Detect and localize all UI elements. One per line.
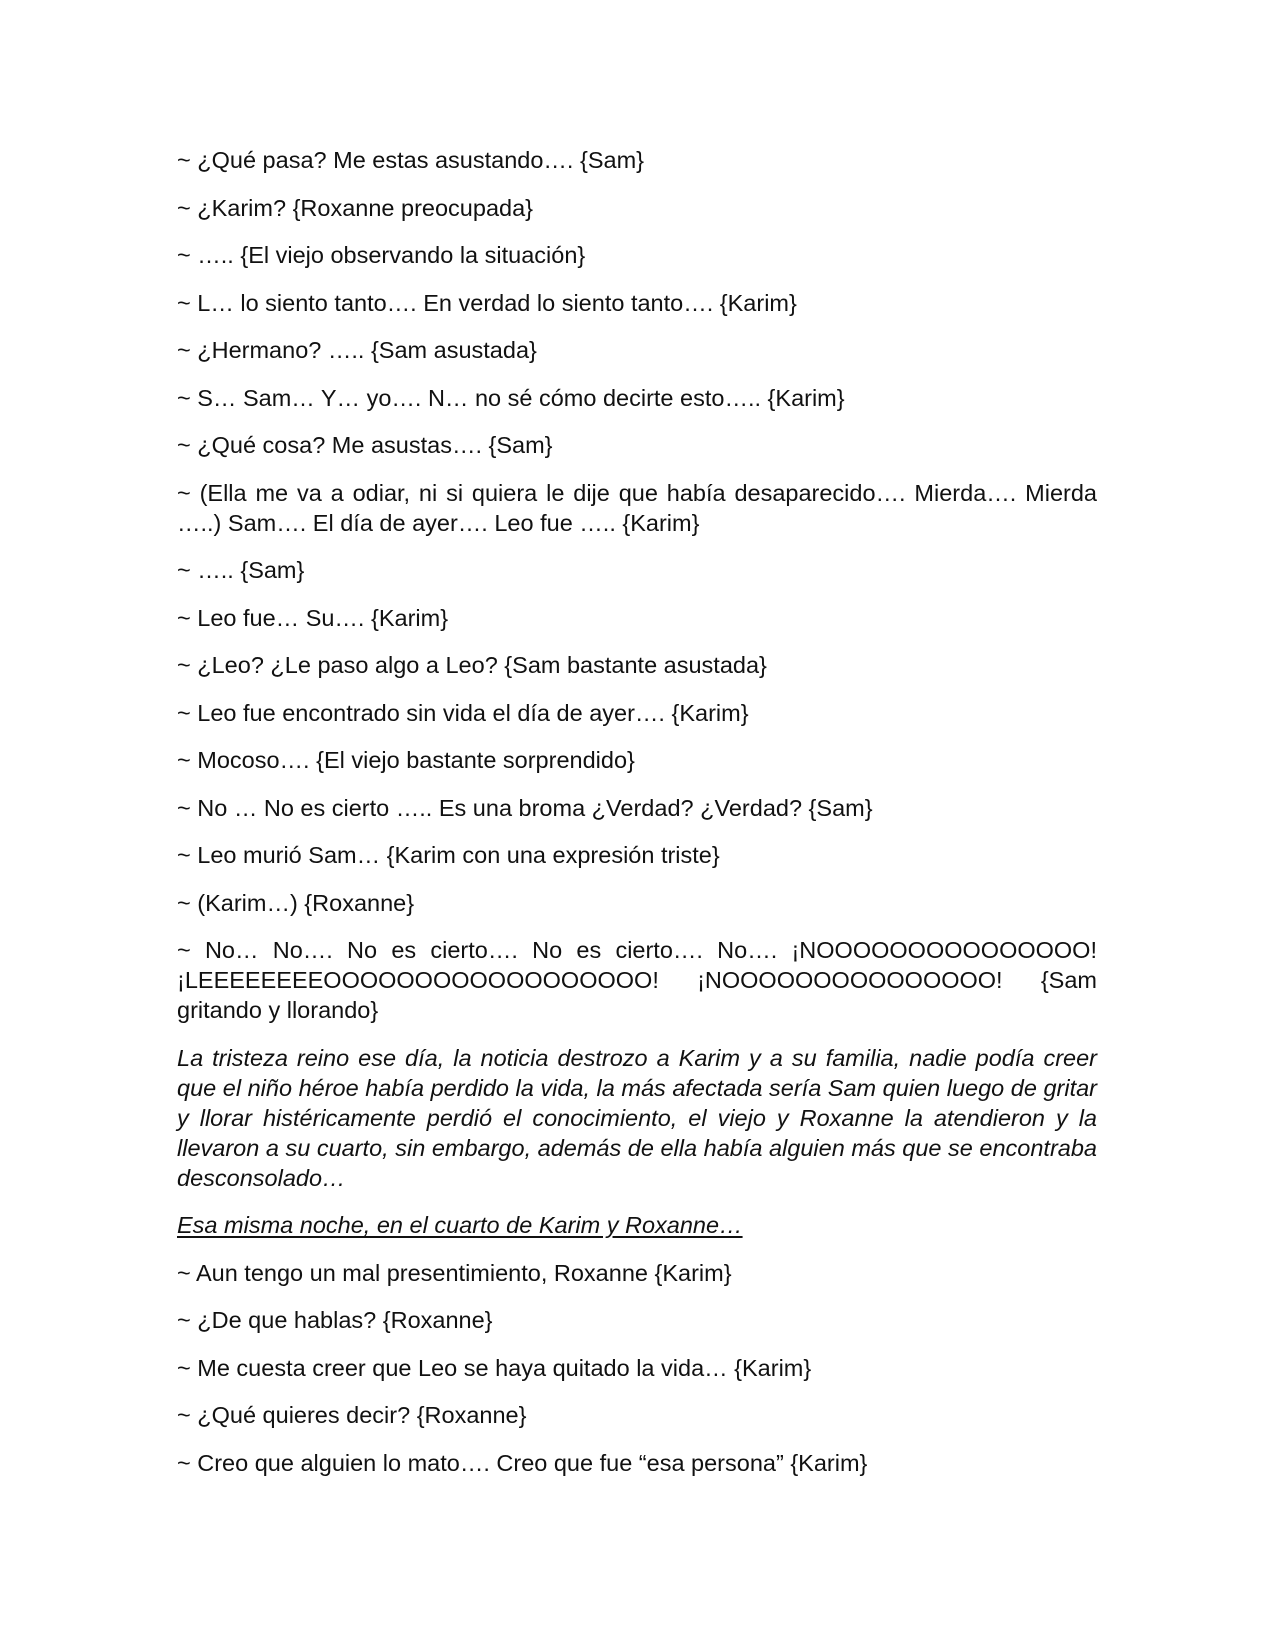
dialogue-line: ~ L… lo siento tanto…. En verdad lo siento tanto…. {Karim} xyxy=(177,289,797,316)
dialogue-line: ~ No… No…. No es cierto…. No es cierto…. No…. ¡NOOOOOOOOOOOOOOO! ¡LEEEEEEEEOOOOOOOOOOOOOOOOOO! ¡NOOOOOOOOOOOOOOO! {Sam gritando y llorando} xyxy=(177,937,1097,1023)
dialogue-line: ~ ¿De que hablas? {Roxanne} xyxy=(177,1307,493,1333)
dialogue-line: ~ ¿Leo? ¿Le paso algo a Leo? {Sam bastante asustada} xyxy=(177,652,767,678)
dialogue-line: ~ Leo fue… Su…. {Karim} xyxy=(177,604,449,631)
dialogue-line: ~ No … No es cierto ….. Es una broma ¿Verdad? ¿Verdad? {Sam} xyxy=(177,794,873,821)
dialogue-line: ~ S… Sam… Y… yo…. N… no sé cómo decirte esto….. {Karim} xyxy=(177,384,845,411)
dialogue-line: ~ ¿Qué cosa? Me asustas…. {Sam} xyxy=(177,432,553,458)
dialogue-line: ~ (Karim…) {Roxanne} xyxy=(177,889,415,916)
dialogue-line: ~ (Ella me va a odiar, ni si quiera le dije que había desaparecido…. Mierda…. Mierda …..) Sam…. El día de ayer…. Leo fue ….. {Karim} xyxy=(177,479,1097,536)
dialogue-line: ~ ….. {El viejo observando la situación} xyxy=(177,242,586,268)
dialogue-line: ~ ….. {Sam} xyxy=(177,557,305,583)
dialogue-line: ~ Leo fue encontrado sin vida el día de ayer…. {Karim} xyxy=(177,699,749,726)
dialogue-line: ~ Aun tengo un mal presentimiento, Roxanne {Karim} xyxy=(177,1259,732,1286)
dialogue-line: ~ ¿Qué pasa? Me estas asustando…. {Sam} xyxy=(177,147,645,173)
narration-paragraph: La tristeza reino ese día, la noticia destrozo a Karim y a su familia, nadie podía creer que el niño héroe había perdido la vida, la más afectada sería Sam quien luego de gritar y llorar histéricamente perdió el conocimiento, el viejo y Roxanne la atendieron y la llevaron a su cuarto, sin embargo, además de ella había alguien más que se encontraba desconsolado… xyxy=(177,1044,1097,1191)
dialogue-line: ~ ¿Hermano? ….. {Sam asustada} xyxy=(177,337,537,363)
dialogue-line: ~ ¿Karim? {Roxanne preocupada} xyxy=(177,194,533,221)
document-page xyxy=(177,145,1097,1495)
scene-heading: Esa misma noche, en el cuarto de Karim y Roxanne… xyxy=(177,1212,743,1238)
dialogue-line: ~ Mocoso…. {El viejo bastante sorprendido} xyxy=(177,747,635,773)
dialogue-line: ~ Me cuesta creer que Leo se haya quitado la vida… {Karim} xyxy=(177,1354,812,1381)
dialogue-line: ~ ¿Qué quieres decir? {Roxanne} xyxy=(177,1402,527,1428)
dialogue-line: ~ Leo murió Sam… {Karim con una expresión triste} xyxy=(177,842,720,868)
dialogue-line: ~ Creo que alguien lo mato…. Creo que fue “esa persona” {Karim} xyxy=(177,1449,868,1476)
